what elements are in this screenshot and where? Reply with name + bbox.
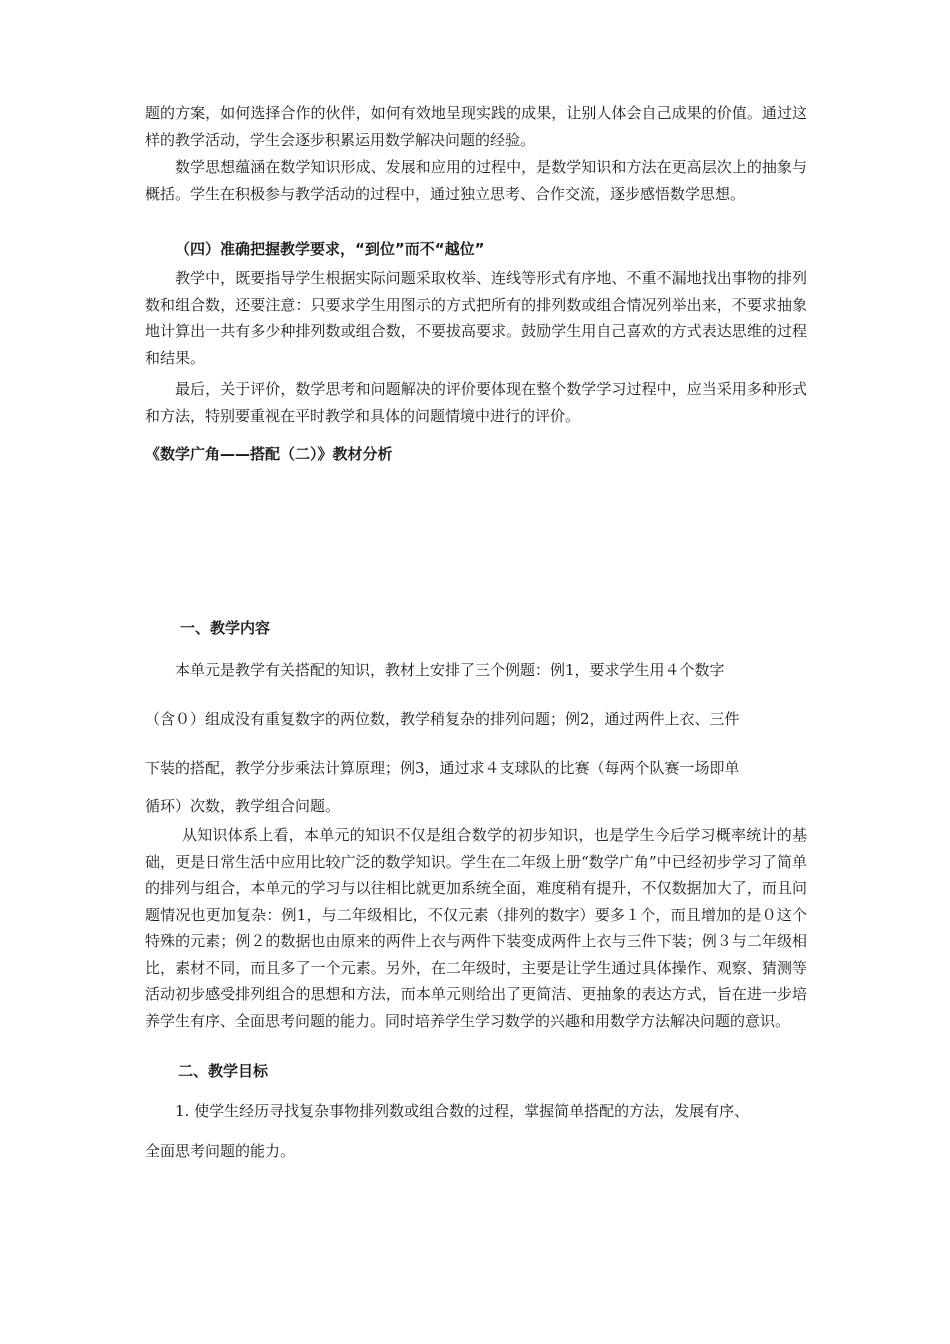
paragraph-math-thinking: 数学思想蕴涵在数学知识形成、发展和应用的过程中，是数学知识和方法在更高层次上的抽象与概括。学生在积极参与教学活动的过程中，通过独立思考、合作交流，逐步感悟数学思想。 (145, 158, 807, 203)
heading-section-four: （四）准确把握教学要求，“到位”而不“越位” (175, 240, 485, 258)
content-line-4: 循环）次数，教学组合问题。 (145, 797, 341, 815)
heading-teaching-goals: 二、教学目标 (178, 1062, 269, 1080)
content-line-1: 本单元是教学有关搭配的知识，教材上安排了三个例题：例1，要求学生用４个数字 (175, 661, 725, 679)
paragraph-practice-results: 题的方案，如何选择合作的伙伴，如何有效地呈现实践的成果，让别人体会自己成果的价值。通过这样的教学活动，学生会逐步积累运用数学解决问题的经验。 (145, 104, 807, 149)
goal-1-line-2: 全面思考问题的能力。 (145, 1142, 296, 1160)
document-title: 《数学广角——搭配（二）》教材分析 (145, 445, 393, 463)
heading-teaching-content: 一、教学内容 (180, 619, 271, 637)
paragraph-evaluation: 最后，关于评价，数学思考和问题解决的评价要体现在整个数学学习过程中，应当采用多种形式和方法，特别要重视在平时教学和具体的问题情境中进行的评价。 (145, 380, 807, 425)
content-line-2: （含０）组成没有重复数字的两位数，教学稍复杂的排列问题；例2，通过两件上衣、三件 (145, 710, 740, 728)
paragraph-teaching-requirements: 教学中，既要指导学生根据实际问题采取枚举、连线等形式有序地、不重不漏地找出事物的排列数和组合数，还要注意：只要求学生用图示的方式把所有的排列数或组合情况列举出来，不要求抽象地计算出一共有多少种排列数或组合数，不要拔高要求。鼓励学生用自己喜欢的方式表达思维的过程和结果。 (145, 269, 807, 367)
content-line-3: 下装的搭配，教学分步乘法计算原理；例3，通过求４支球队的比赛（每两个队赛一场即单 (145, 759, 740, 777)
goal-1-line-1: 1. 使学生经历寻找复杂事物排列数或组合数的过程，掌握简单搭配的方法，发展有序、 (175, 1102, 750, 1120)
paragraph-knowledge-system: 从知识体系上看，本单元的知识不仅是组合数学的初步知识，也是学生今后学习概率统计的基础，更是日常生活中应用比较广泛的数学知识。学生在二年级上册“数学广角”中已经初步学习了简单的排列与组合，本单元的学习与以往相比就更加系统全面，难度稍有提升，不仅数据加大了，而且问题情况也更加复杂：例1，与二年级相比，不仅元素（排列的数字）要多１个，而且增加的是０这个特殊的元素；例２的数据也由原来的两件上衣与两件下装变成两件上衣与三件下装；例３与二年级相比，素材不同，而且多了一个元素。另外，在二年级时，主要是让学生通过具体操作、观察、猜测等活动初步感受排列组合的思想和方法，而本单元则给出了更简洁、更抽象的表达方式，旨在进一步培养学生有序、全面思考问题的能力。同时培养学生学习数学的兴趣和用数学方法解决问题的意识。 (145, 826, 807, 1030)
